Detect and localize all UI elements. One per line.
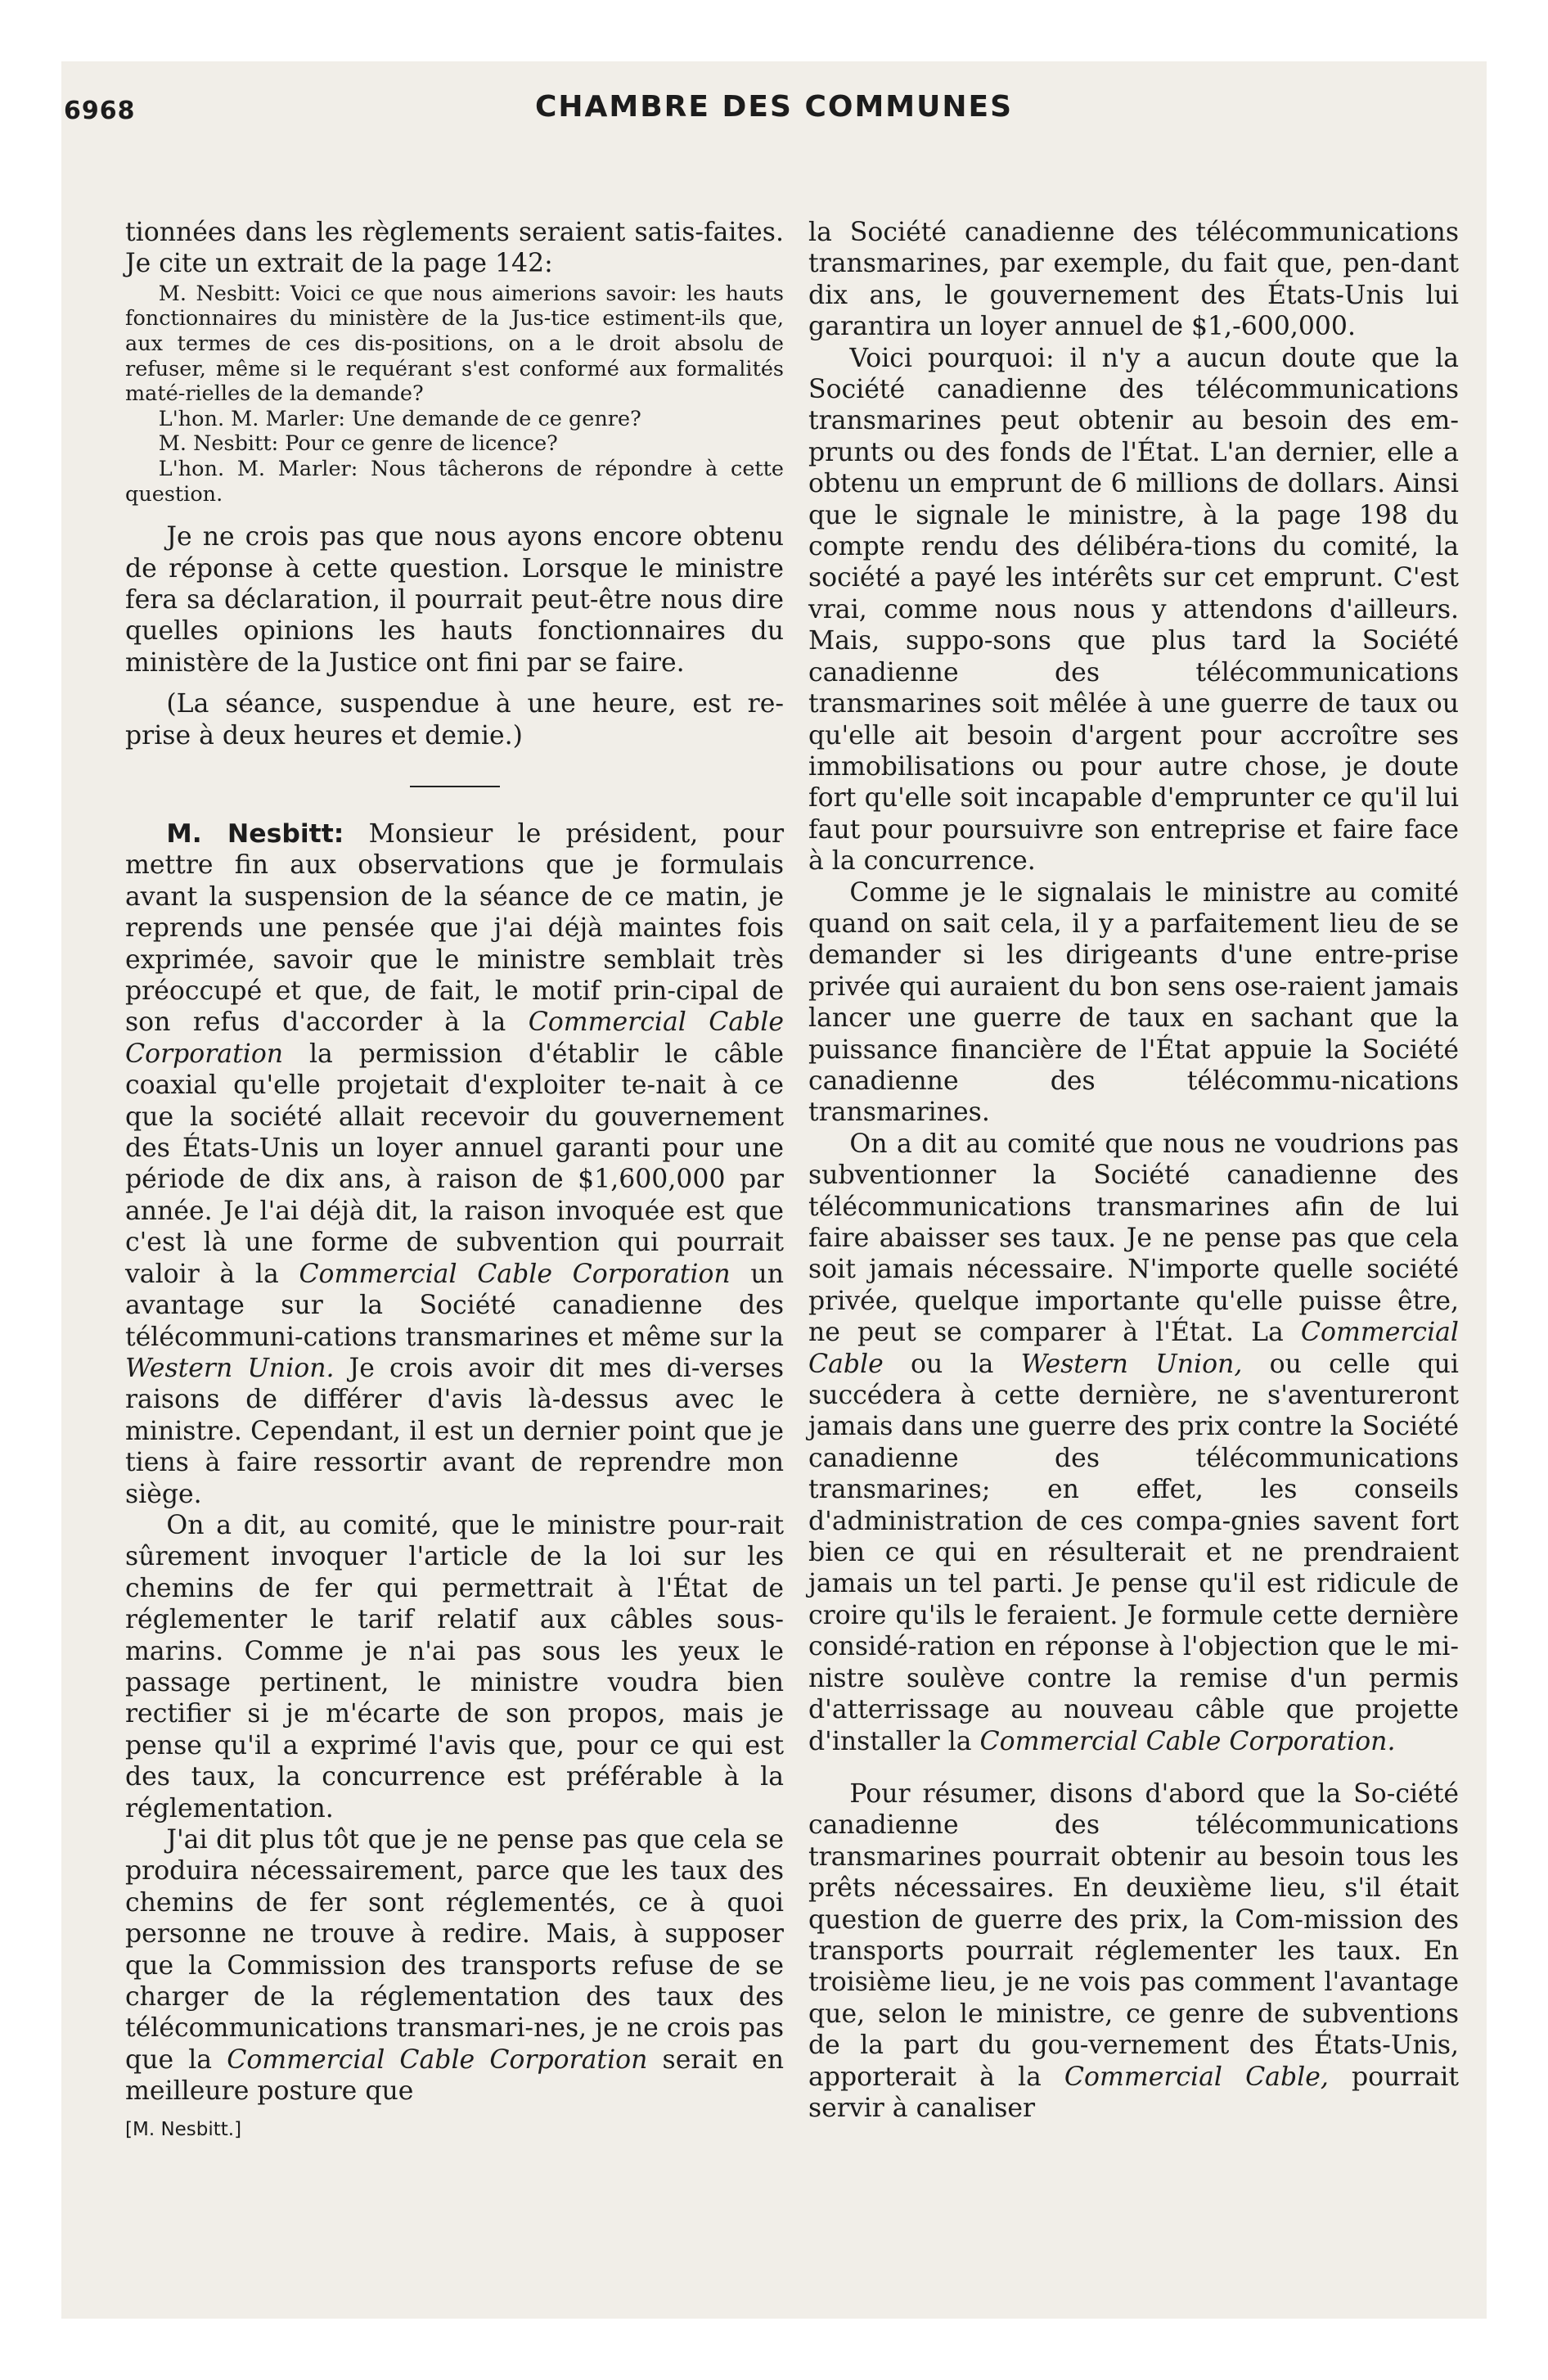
paragraph: Voici pourquoi: il n'y a aucun doute que la Société canadienne des télécommunications transmarines peut obtenir au besoin des em-prunts ou des fonds de l'État. L'an dernier, elle a obtenu un emprunt de 6 millions de dollars. Ainsi que le signale le ministre, à la page 198 du compte rendu des délibéra-tions du comité, la société a payé les intérêts sur cet emprunt. C'est vrai, comme nous nous y attendons d'ailleurs. Mais, suppo-sons que plus tard la Société canadienne des télécommunications transmarines soit mêlée à une guerre de taux ou qu'elle ait besoin d'argent pour accroître ses immobilisations ou pour autre chose, je doute fort qu'elle soit incapable d'emprunter ce qu'il lui faut pour poursuivre son entreprise et faire face à la concurrence. [808, 343, 1459, 877]
paragraph: On a dit au comité que nous ne voudrions pas subventionner la Société canadienne des télécommunications transmarines afin de lui faire abaisser ses taux. Je ne pense pas que cela soit jamais nécessaire. N'importe quelle société privée, quelque importante qu'elle puisse être, ne peut se comparer à l'État. La Commercial Cable ou la Western Union, ou celle qui succédera à cette dernière, ne s'aventureront jamais dans une guerre des prix contre la Société canadienne des télécommunications transmarines; en effet, les conseils d'administration de ces compa-gnies savent fort bien ce qui en résulterait et ne prendraient jamais un tel parti. Je pense qu'il est ridicule de croire qu'ils le feraient. Je formule cette dernière considé-ration en réponse à l'objection que le mi-nistre soulève contre la remise d'un permis d'atterrissage au nouveau câble que projette d'installer la Commercial Cable Corporation. [808, 1129, 1459, 1756]
quoted-exchange: M. Nesbitt: Voici ce que nous aimerions savoir: les hauts fonctionnaires du ministère de la Jus-tice estiment-ils que, aux termes de ces dis-positions, on a le droit absolu de refuser, même si le requérant s'est conformé aux formalités maté-rielles de la demande? [125, 281, 784, 407]
quoted-exchange: L'hon. M. Marler: Nous tâcherons de répondre à cette question. [125, 456, 784, 507]
section-divider [410, 786, 500, 787]
paragraph: Je ne crois pas que nous ayons encore obtenu de réponse à cette question. Lorsque le ministre fera sa déclaration, il pourrait peut-être nous dire quelles opinions les hauts fonctionnaires du ministère de la Justice ont fini par se faire. [125, 522, 784, 678]
right-column [808, 217, 1459, 2124]
quoted-exchange: L'hon. M. Marler: Une demande de ce genre? [158, 406, 641, 431]
page-number: 6968 [64, 97, 136, 125]
paragraph: M. Nesbitt: Monsieur le président, pour mettre fin aux observations que je formulais avant la suspension de la séance de ce matin, je reprends une pensée que j'ai déjà maintes fois exprimée, savoir que le ministre semblait très préoccupé et que, de fait, le motif prin-cipal de son refus d'accorder à la Commercial Cable Corporation la permission d'établir le câble coaxial qu'elle projetait d'exploiter te-nait à ce que la société allait recevoir du gouvernement des États-Unis un loyer annuel garanti pour une période de dix ans, à raison de $1,600,000 par année. Je l'ai déjà dit, la raison invoquée est que c'est là une forme de subvention qui pourrait valoir à la Commercial Cable Corporation un avantage sur la Société canadienne des télécommuni-cations transmarines et même sur la Western Union. Je crois avoir dit mes di-verses raisons de différer d'avis là-dessus avec le ministre. Cependant, il est un dernier point que je tiens à faire ressortir avant de reprendre mon siège. [125, 819, 784, 1509]
paragraph: Comme je le signalais le ministre au comité quand on sait cela, il y a parfaitement lieu de se demander si les dirigeants d'une entre-prise privée qui auraient du bon sens ose-raient jamais lancer une guerre de taux en sachant que la puissance financière de l'État appuie la Société canadienne des télécommu-nications transmarines. [808, 877, 1459, 1128]
paragraph: Pour résumer, disons d'abord que la So-ciété canadienne des télécommunications transmarines pourrait obtenir au besoin tous les prêts nécessaires. En deuxième lieu, s'il était question de guerre des prix, la Com-mission des transports pourrait réglementer les taux. En troisième lieu, je ne vois pas comment l'avantage que, selon le ministre, ce genre de subventions de la part du gou-vernement des États-Unis, apporterait à la Commercial Cable, pourrait servir à canaliser [808, 1778, 1459, 2123]
procedural-note: (La séance, suspendue à une heure, est re-prise à deux heures et demie.) [125, 689, 784, 751]
page-title: CHAMBRE DES COMMUNES [534, 90, 1013, 124]
speaker-footer: [M. Nesbitt.] [125, 2118, 242, 2140]
quoted-exchange: M. Nesbitt: Pour ce genre de licence? [158, 431, 558, 457]
speaker-name: M. Nesbitt: [166, 819, 344, 849]
paragraph: J'ai dit plus tôt que je ne pense pas que cela se produira nécessairement, parce que les taux des chemins de fer sont réglementés, ce à quoi personne ne trouve à redire. Mais, à supposer que la Commission des transports refuse de se charger de la réglementation des taux des télécommunications transmari-nes, je ne crois pas que la Commercial Cable Corporation serait en meilleure posture que [125, 1825, 784, 2107]
left-column [125, 217, 784, 2140]
paragraph: On a dit, au comité, que le ministre pour-rait sûrement invoquer l'article de la loi sur les chemins de fer qui permettrait à l'État de réglementer le tarif relatif aux câbles sous-marins. Comme je n'ai pas sous les yeux le passage pertinent, le ministre voudra bien rectifier si je m'écarte de son propos, mais je pense qu'il a exprimé l'avis que, pour ce qui est des taux, la concurrence est préférable à la réglementation. [125, 1510, 784, 1823]
paragraph: la Société canadienne des télécommunications transmarines, par exemple, du fait que, pen-dant dix ans, le gouvernement des États-Unis lui garantira un loyer annuel de $1,-600,000. [808, 218, 1459, 342]
paragraph: tionnées dans les règlements seraient satis-faites. Je cite un extrait de la page 142: [125, 218, 784, 279]
